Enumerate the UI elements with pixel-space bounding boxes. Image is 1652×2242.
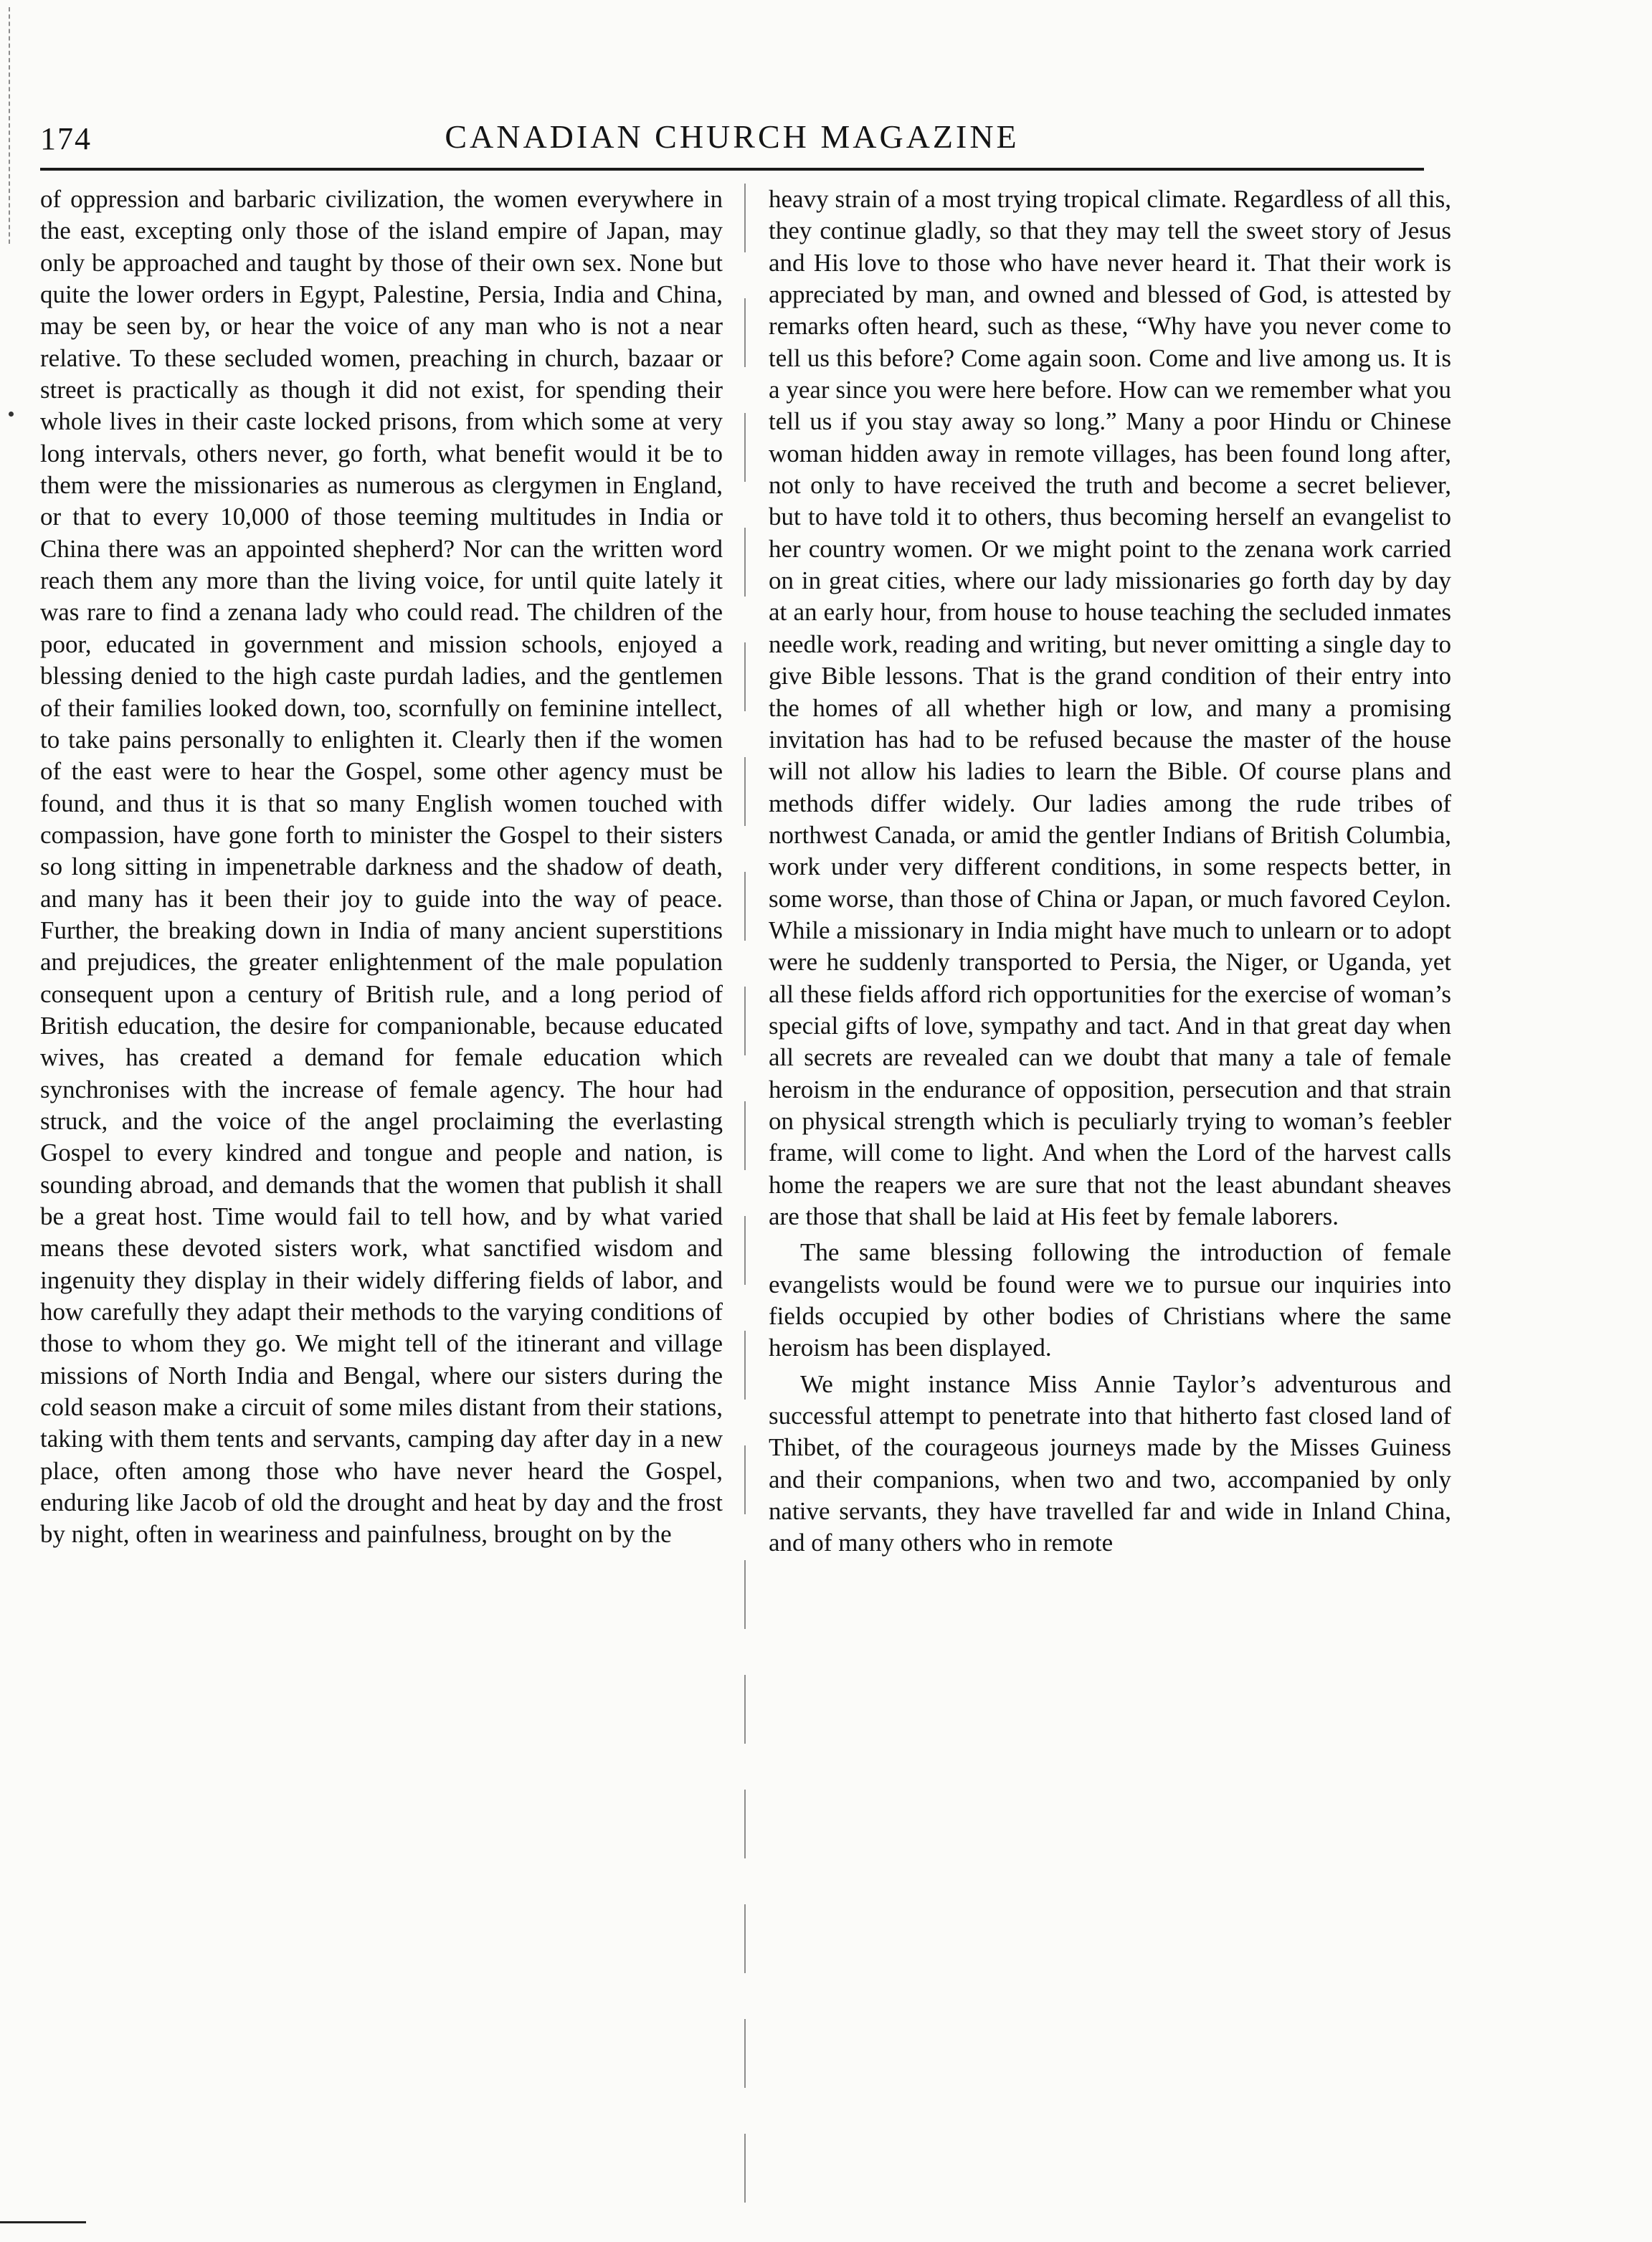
footer-rule (0, 2221, 86, 2223)
page-number: 174 (40, 121, 92, 156)
magazine-title: CANADIAN CHURCH MAGAZINE (445, 118, 1020, 155)
right-paragraph-3: We might instance Miss Annie Taylor’s adventurous and successful attempt to penetrate into that hitherto fast closed land of Thibet, of the courageous journeys made by the Misses Guiness and their companions, when two and two, accompanied by only native servants, they have travelled far and wide in Inland China, and of many others who in remote (769, 1369, 1451, 1557)
right-column (769, 184, 1451, 2198)
margin-scan-marks (9, 7, 14, 244)
header-rule (40, 168, 1424, 171)
page-header (40, 115, 1424, 165)
column-divider (744, 184, 746, 2205)
left-column (40, 184, 723, 2198)
left-column-text: of oppression and barbaric civilization, the women everywhere in the east, excepting only those of the island empire of Japan, may only be approached and taught by those of their own sex. None but quite the lower orders in Egypt, Palestine, Persia, India and China, may be seen by, or hear the voice of any man who is not a near relative. To these secluded women, preaching in church, bazaar or street is practically as though it did not exist, for spending their whole lives in their caste locked prisons, from which some at very long intervals, others never, go forth, what benefit would it be to them were the missionaries as numerous as clergymen in England, or that to every 10,000 of those teeming multitudes in India or China there was an appointed shepherd? Nor can the written word reach them any more than the living voice, for until quite lately it was rare to find a zenana lady who could read. The children of the poor, educated in government and mission schools, enjoyed a blessing denied to the high caste purdah ladies, and the gentlemen of their families looked down, too, scornfully on feminine intellect, to take pains personally to enlighten it. Clearly then if the women of the east were to hear the Gospel, some other agency must be found, and thus it is that so many English women touched with compassion, have gone forth to minister the Gospel to their sisters so long sitting in impenetrable darkness and the shadow of death, and many has it been their joy to guide into the way of peace. Further, the breaking down in India of many ancient superstitions and prejudices, the greater enlightenment of the male population consequent upon a century of British rule, and a long period of British education, the desire for companionable, because educated wives, has created a demand for female education which synchronises with the increase of female agency. The hour had struck, and the voice of the angel proclaiming the everlasting Gospel to every kindred and tongue and people and nation, is sounding abroad, and demands that the women that publish it shall be a great host. Time would fail to tell how, and by what varied means these devoted sisters work, what sanctified wisdom and ingenuity they display in their widely differing fields of labor, and how carefully they adapt their methods to the varying conditions of those to whom they go. We might tell of the itinerant and village missions of North India and Bengal, where our sisters during the cold season make a circuit of some miles distant from their stations, taking with them tents and servants, camping day after day in a new place, often among those who have never heard the Gospel, enduring like Jacob of old the drought and heat by day and the frost by night, often in weariness and painfulness, brought on by the (40, 185, 723, 1549)
margin-dot (9, 412, 14, 417)
right-paragraph-2: The same blessing following the introduction of female evangelists would be found were we to pursue our inquiries into fields occupied by other bodies of Christians where the same heroism has been displayed. (769, 1238, 1451, 1362)
right-paragraph-1: heavy strain of a most trying tropical climate. Regardless of all this, they continue gladly, so that they may tell the sweet story of Jesus and His love to those who have never heard it. That their work is appreciated by man, and owned and blessed of God, is attested by remarks often heard, such as these, “Why have you never come to tell us this before? Come again soon. Come and live among us. It is a year since you were here before. How can we remember what you tell us if you stay away so long.” Many a poor Hindu or Chinese woman hidden away in remote villages, has been found long after, not only to have received the truth and become a secret believer, but to have told it to others, thus becoming herself an evangelist to her country women. Or we might point to the zenana work carried on in great cities, where our lady missionaries go forth day by day at an early hour, from house to house teaching the secluded inmates needle work, reading and writing, but never omitting a single day to give Bible lessons. That is the grand condition of their entry into the homes of all whether high or low, and many a promising invitation has had to be refused because the master of the house will not allow his ladies to learn the Bible. Of course plans and methods differ widely. Our ladies among the rude tribes of northwest Canada, or amid the gentler Indians of British Columbia, work under very different conditions, in some respects better, in some worse, than those of China or Japan, or much favored Ceylon. While a missionary in India might have much to unlearn or to adopt were he suddenly transported to Persia, the Niger, or Uganda, yet all these fields afford rich opportunities for the exercise of woman’s special gifts of love, sympathy and tact. And in that great day when all secrets are revealed can we doubt that many a tale of female heroism in the endurance of opposition, persecution and that strain on physical strength which is peculiarly trying to woman’s feebler frame, will come to light. And when the Lord of the harvest calls home the reapers we are sure that not the least abundant sheaves are those that shall be laid at His feet by female laborers. (769, 185, 1451, 1230)
